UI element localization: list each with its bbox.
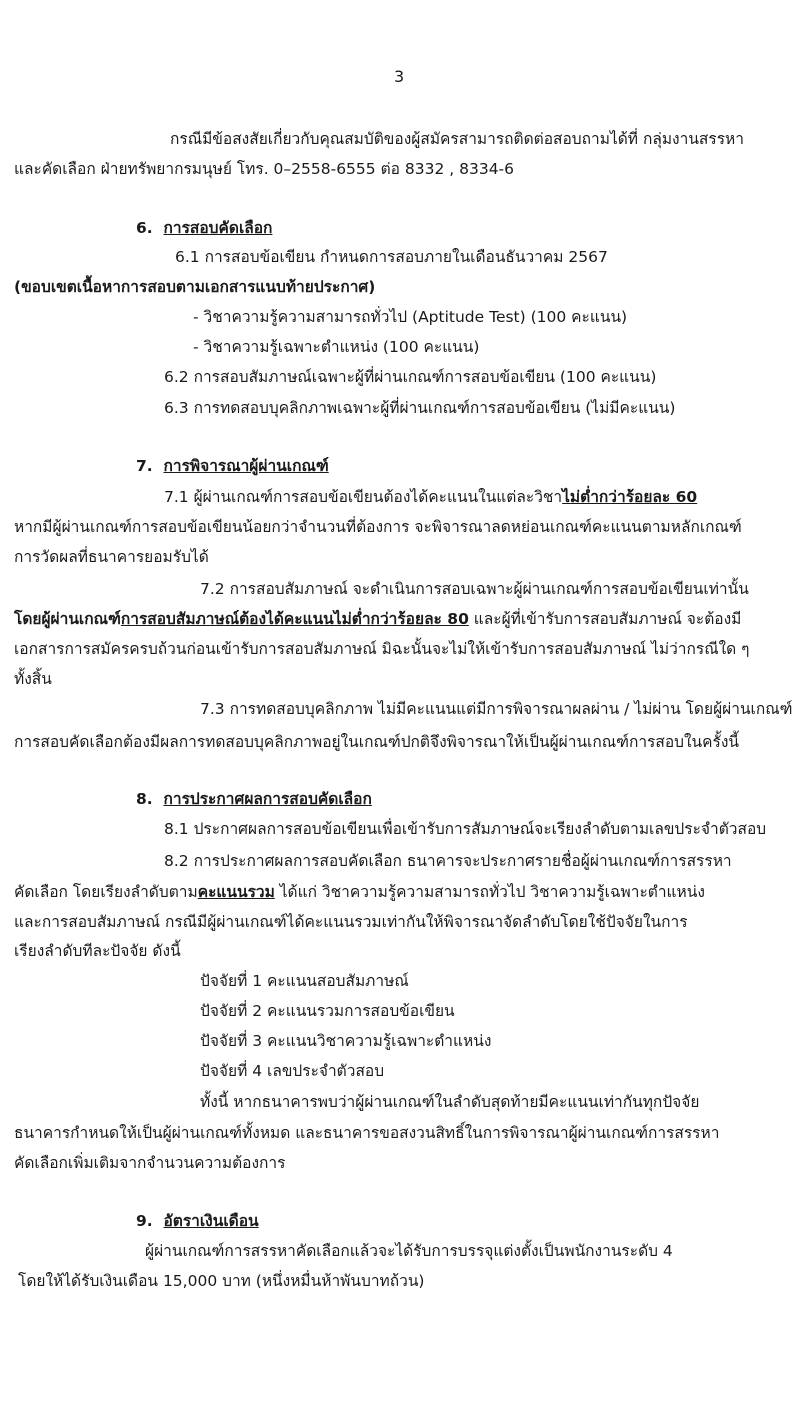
subject-bullet-1: - วิชาความรู้ความสามารถทั่วไป (Aptitude Test) (100 คะแนน): [193, 308, 628, 326]
section-6-title: การสอบคัดเลือก: [163, 219, 273, 237]
section-9-heading: [136, 1210, 259, 1232]
item-8-1: 8.1 ประกาศผลการสอบข้อเขียนเพื่อเข้ารับการสัมภาษณ์จะเรียงลำดับตามเลขประจำตัวสอบ: [164, 820, 767, 838]
scope-note: (ขอบเขตเนื้อหาการสอบตามเอกสารแนบท้ายประกาศ): [14, 278, 376, 296]
item-6-3: 6.3 การทดสอบบุคลิกภาพเฉพาะผู้ที่ผ่านเกณฑ์การสอบข้อเขียน (ไม่มีคะแนน): [164, 399, 676, 417]
page-number: 3: [394, 67, 405, 86]
item-7-3-line-1: 7.3 การทดสอบบุคลิกภาพ ไม่มีคะแนนแต่มีการพิจารณาผลผ่าน / ไม่ผ่าน โดยผู้ผ่านเกณฑ์: [200, 700, 793, 718]
section-9-title: อัตราเงินเดือน: [163, 1212, 259, 1230]
item-7-1-threshold: ไม่ต่ำกว่าร้อยละ 60: [562, 488, 698, 506]
item-7-1-line-2: หากมีผู้ผ่านเกณฑ์การสอบข้อเขียนน้อยกว่าจำนวนที่ต้องการ จะพิจารณาลดหย่อนเกณฑ์คะแนนตามหลักเกณฑ์: [14, 518, 742, 536]
salary-line-2: โดยให้ได้รับเงินเดือน 15,000 บาท (หนึ่งหมื่นห้าพันบาทถ้วน): [18, 1272, 425, 1290]
salary-line-1: ผู้ผ่านเกณฑ์การสรรหาคัดเลือกแล้วจะได้รับการบรรจุแต่งตั้งเป็นพนักงานระดับ 4: [145, 1242, 673, 1260]
item-7-2-line-2: [14, 608, 741, 630]
item-7-2-line-4: ทั้งสิ้น: [14, 670, 52, 688]
item-6-2: 6.2 การสอบสัมภาษณ์เฉพาะผู้ที่ผ่านเกณฑ์การสอบข้อเขียน (100 คะแนน): [164, 368, 657, 386]
item-7-2-line-3: เอกสารการสมัครครบถ้วนก่อนเข้ารับการสอบสัมภาษณ์ มิฉะนั้นจะไม่ให้เข้ารับการสอบสัมภาษณ์ ไม่ว่ากรณีใด ๆ: [14, 640, 750, 658]
section-8-number: 8.: [136, 790, 153, 808]
item-8-2-line-2: [14, 881, 705, 903]
item-7-1-line-3: การวัดผลที่ธนาคารยอมรับได้: [14, 548, 209, 566]
section-7-title: การพิจารณาผู้ผ่านเกณฑ์: [163, 457, 329, 475]
section-8-title: การประกาศผลการสอบคัดเลือก: [163, 790, 372, 808]
factor-1: ปัจจัยที่ 1 คะแนนสอบสัมภาษณ์: [200, 972, 409, 990]
item-8-2-text-a: คัดเลือก โดยเรียงลำดับตาม: [14, 883, 198, 901]
item-7-2-line-1: 7.2 การสอบสัมภาษณ์ จะดำเนินการสอบเฉพาะผู้ผ่านเกณฑ์การสอบข้อเขียนเท่านั้น: [200, 580, 749, 598]
tie-line-1: ทั้งนี้ หากธนาคารพบว่าผู้ผ่านเกณฑ์ในลำดับสุดท้ายมีคะแนนเท่ากันทุกปัจจัย: [200, 1093, 700, 1111]
section-6-number: 6.: [136, 219, 153, 237]
section-8-heading: [136, 788, 372, 810]
item-7-2-rest: และผู้ที่เข้ารับการสอบสัมภาษณ์ จะต้องมี: [468, 610, 742, 628]
tie-line-2: ธนาคารกำหนดให้เป็นผู้ผ่านเกณฑ์ทั้งหมด และธนาคารขอสงวนสิทธิ์ในการพิจารณาผู้ผ่านเกณฑ์การสรรหา: [14, 1124, 720, 1142]
item-8-2-line-3: และการสอบสัมภาษณ์ กรณีมีผู้ผ่านเกณฑ์ได้คะแนนรวมเท่ากันให้พิจารณาจัดลำดับโดยใช้ปัจจัยในการ: [14, 913, 688, 931]
tie-line-3: คัดเลือกเพิ่มเติมจากจำนวนความต้องการ: [14, 1154, 286, 1172]
item-8-2-line-4: เรียงลำดับทีละปัจจัย ดังนี้: [14, 942, 181, 960]
item-6-1: 6.1 การสอบข้อเขียน กำหนดการสอบภายในเดือนธันวาคม 2567: [175, 248, 608, 266]
item-7-1-text: 7.1 ผู้ผ่านเกณฑ์การสอบข้อเขียนต้องได้คะแนนในแต่ละวิชา: [164, 488, 563, 506]
section-9-number: 9.: [136, 1212, 153, 1230]
item-7-2-bold: โดยผู้ผ่านเกณฑ์: [14, 610, 121, 628]
item-7-3-line-2: การสอบคัดเลือกต้องมีผลการทดสอบบุคลิกภาพอยู่ในเกณฑ์ปกติจึงพิจารณาให้เป็นผู้ผ่านเกณฑ์การสอบในครั้งนี้: [14, 733, 740, 751]
factor-4: ปัจจัยที่ 4 เลขประจำตัวสอบ: [200, 1062, 385, 1080]
section-6-heading: [136, 217, 272, 239]
item-8-2-line-1: 8.2 การประกาศผลการสอบคัดเลือก ธนาคารจะประกาศรายชื่อผู้ผ่านเกณฑ์การสรรหา: [164, 852, 732, 870]
item-8-2-text-b: ได้แก่ วิชาความรู้ความสามารถทั่วไป วิชาความรู้เฉพาะตำแหน่ง: [274, 883, 705, 901]
section-7-heading: [136, 455, 329, 477]
item-7-2-threshold: การสอบสัมภาษณ์ต้องได้คะแนนไม่ต่ำกว่าร้อยละ 80: [120, 610, 469, 628]
factor-3: ปัจจัยที่ 3 คะแนนวิชาความรู้เฉพาะตำแหน่ง: [200, 1032, 492, 1050]
item-7-1-line-1: [164, 486, 697, 508]
item-8-2-total-score: คะแนนรวม: [197, 883, 275, 901]
intro-line-1: กรณีมีข้อสงสัยเกี่ยวกับคุณสมบัติของผู้สมัครสามารถติดต่อสอบถามได้ที่ กลุ่มงานสรรหา: [170, 130, 744, 148]
subject-bullet-2: - วิชาความรู้เฉพาะตำแหน่ง (100 คะแนน): [193, 338, 480, 356]
section-7-number: 7.: [136, 457, 153, 475]
intro-line-2: และคัดเลือก ฝ่ายทรัพยากรมนุษย์ โทร. 0–2558-6555 ต่อ 8332 , 8334-6: [14, 160, 515, 178]
factor-2: ปัจจัยที่ 2 คะแนนรวมการสอบข้อเขียน: [200, 1002, 455, 1020]
